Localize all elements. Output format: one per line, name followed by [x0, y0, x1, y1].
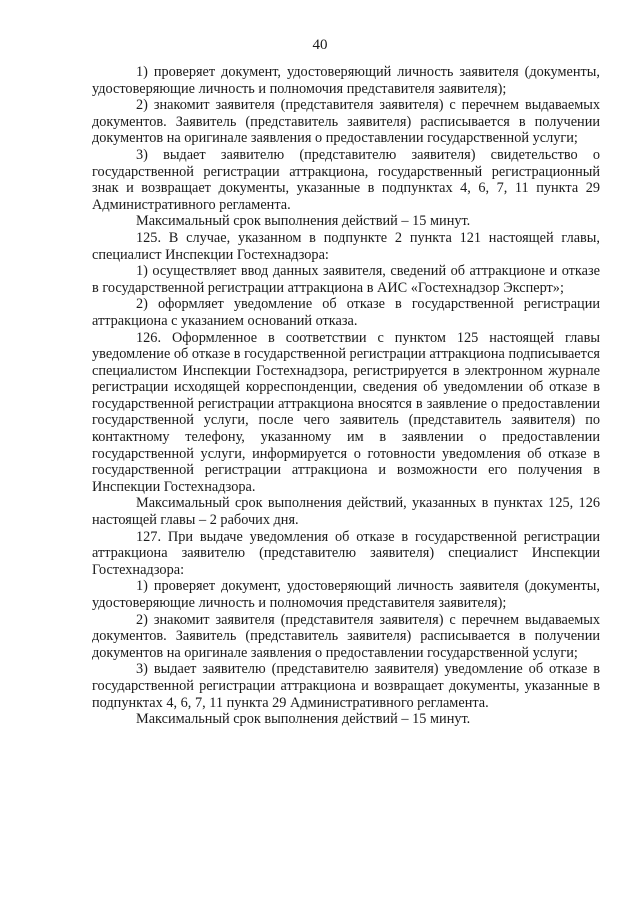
paragraph-section-126: 126. Оформленное в соответствии с пунктом 125 настоящей главы уведомление об отказе в государственной регистрации аттракциона подписывается специалистом Инспекции Гостехнадзора, регистрируется в электронном журнале регистрации исходящей корреспонденции, сведения об уведомлении об отказе в государственной регистрации аттракциона вносятся в заявление о предоставлении государственной услуги, после чего заявитель (представитель заявителя) по контактному телефону, указанному им в заявлении о предоставлении государственной услуги, информируется о готовности уведомления об отказе в государственной регистрации аттракциона и возможности его получения в Инспекции Гостехнадзора. — [92, 329, 600, 495]
paragraph-section-127: 127. При выдаче уведомления об отказе в государственной регистрации аттракциона заявителю (представителю заявителя) специалист Инспекции Гостехнадзора: — [92, 528, 600, 578]
document-body — [92, 64, 600, 728]
paragraph-section-125: 125. В случае, указанном в подпункте 2 пункта 121 настоящей главы, специалист Инспекции Гостехнадзора: — [92, 229, 600, 263]
paragraph-item-2-document-list: 2) знакомит заявителя (представителя заявителя) с перечнем выдаваемых документов. Заявитель (представитель заявителя) расписывается в получении документов на оригинале заявления о предоставлении государственной услуги; — [92, 97, 600, 147]
paragraph-125-item-1: 1) осуществляет ввод данных заявителя, сведений об аттракционе и отказе в государственной регистрации аттракциона в АИС «Гостехнадзор Эксперт»; — [92, 263, 600, 296]
paragraph-127-item-1: 1) проверяет документ, удостоверяющий личность заявителя (документы, удостоверяющие личность и полномочия представителя заявителя); — [92, 578, 600, 611]
paragraph-item-3-issue-certificate: 3) выдает заявителю (представителю заявителя) свидетельство о государственной регистрации аттракциона, государственный регистрационный знак и возвращает документы, указанные в подпунктах 4, 6, 7, 11 пункта 29 Административного регламента. — [92, 146, 600, 213]
paragraph-max-time-2-days: Максимальный срок выполнения действий, указанных в пунктах 125, 126 настоящей главы – 2 рабочих дня. — [92, 495, 600, 529]
paragraph-max-time-15-min-final: Максимальный срок выполнения действий – 15 минут. — [136, 711, 471, 728]
paragraph-max-time-15-min: Максимальный срок выполнения действий – 15 минут. — [136, 213, 471, 230]
paragraph-125-item-2: 2) оформляет уведомление об отказе в государственной регистрации аттракциона с указанием оснований отказа. — [92, 296, 600, 329]
paragraph-item-1-verify-identity: 1) проверяет документ, удостоверяющий личность заявителя (документы, удостоверяющие личность и полномочия представителя заявителя); — [92, 64, 600, 97]
page-number: 40 — [312, 37, 328, 53]
paragraph-127-item-3: 3) выдает заявителю (представителю заявителя) уведомление об отказе в государственной регистрации аттракциона и возвращает документы, указанные в подпунктах 4, 6, 7, 11 пункта 29 Административного регламента. — [92, 661, 600, 711]
paragraph-127-item-2: 2) знакомит заявителя (представителя заявителя) с перечнем выдаваемых документов. Заявитель (представитель заявителя) расписывается в получении документов на оригинале заявления о предоставлении государственной услуги; — [92, 611, 600, 661]
